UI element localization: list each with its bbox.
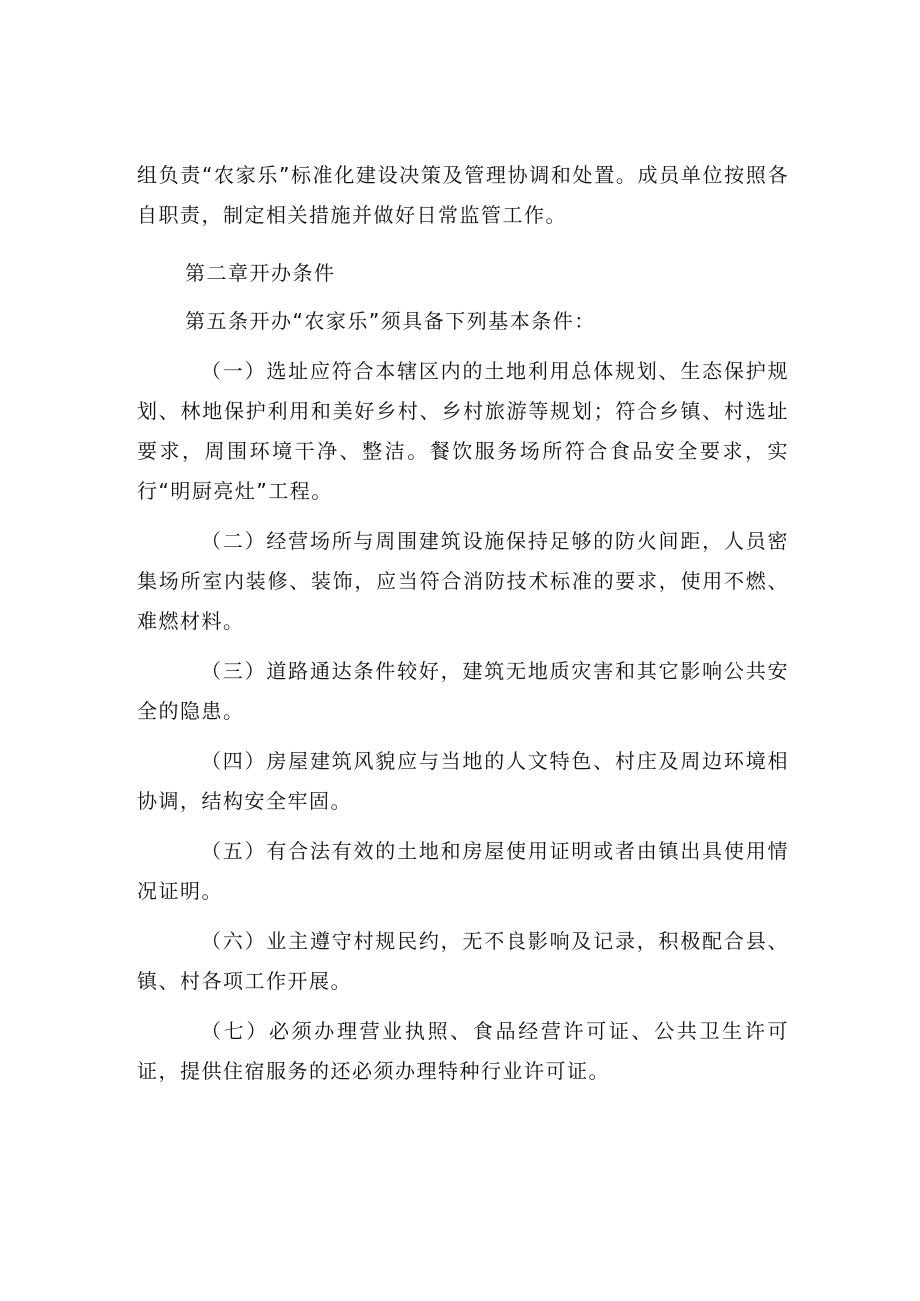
continued-paragraph: 组负责“农家乐”标准化建设决策及管理协调和处置。成员单位按照各自职责，制定相关措施并做好日常监管工作。	[137, 163, 789, 227]
spacer	[137, 911, 789, 921]
spacer	[137, 511, 789, 521]
condition-item-1: （一）选址应符合本辖区内的土地利用总体规划、生态保护规划、林地保护利用和美好乡村、乡村旅游等规划；符合乡镇、村选址要求，周围环境干净、整洁。餐饮服务场所符合食品安全要求，实行“明厨亮灶”工程。	[137, 359, 789, 503]
condition-item-7: （七）必须办理营业执照、食品经营许可证、公共卫生许可证，提供住宿服务的还必须办理特种行业许可证。	[137, 1019, 789, 1083]
spacer	[137, 641, 789, 651]
document-body	[137, 155, 789, 1091]
spacer	[137, 821, 789, 831]
condition-item-3: （三）道路通达条件较好，建筑无地质灾害和其它影响公共安全的隐患。	[137, 659, 789, 723]
condition-item-6: （六）业主遵守村规民约，无不良影响及记录，积极配合县、镇、村各项工作开展。	[137, 929, 789, 993]
spacer	[137, 341, 789, 351]
condition-item-2: （二）经营场所与周围建筑设施保持足够的防火间距，人员密集场所室内装修、装饰，应当符合消防技术标准的要求，使用不燃、难燃材料。	[137, 529, 789, 633]
spacer	[137, 235, 789, 245]
condition-item-4: （四）房屋建筑风貌应与当地的人文特色、村庄及周边环境相协调，结构安全牢固。	[137, 749, 789, 813]
chapter-heading: 第二章开办条件	[185, 261, 336, 285]
spacer	[137, 731, 789, 741]
condition-item-5: （五）有合法有效的土地和房屋使用证明或者由镇出具使用情况证明。	[137, 839, 789, 903]
spacer	[137, 1001, 789, 1011]
article-heading: 第五条开办“农家乐”须具备下列基本条件：	[185, 309, 596, 333]
